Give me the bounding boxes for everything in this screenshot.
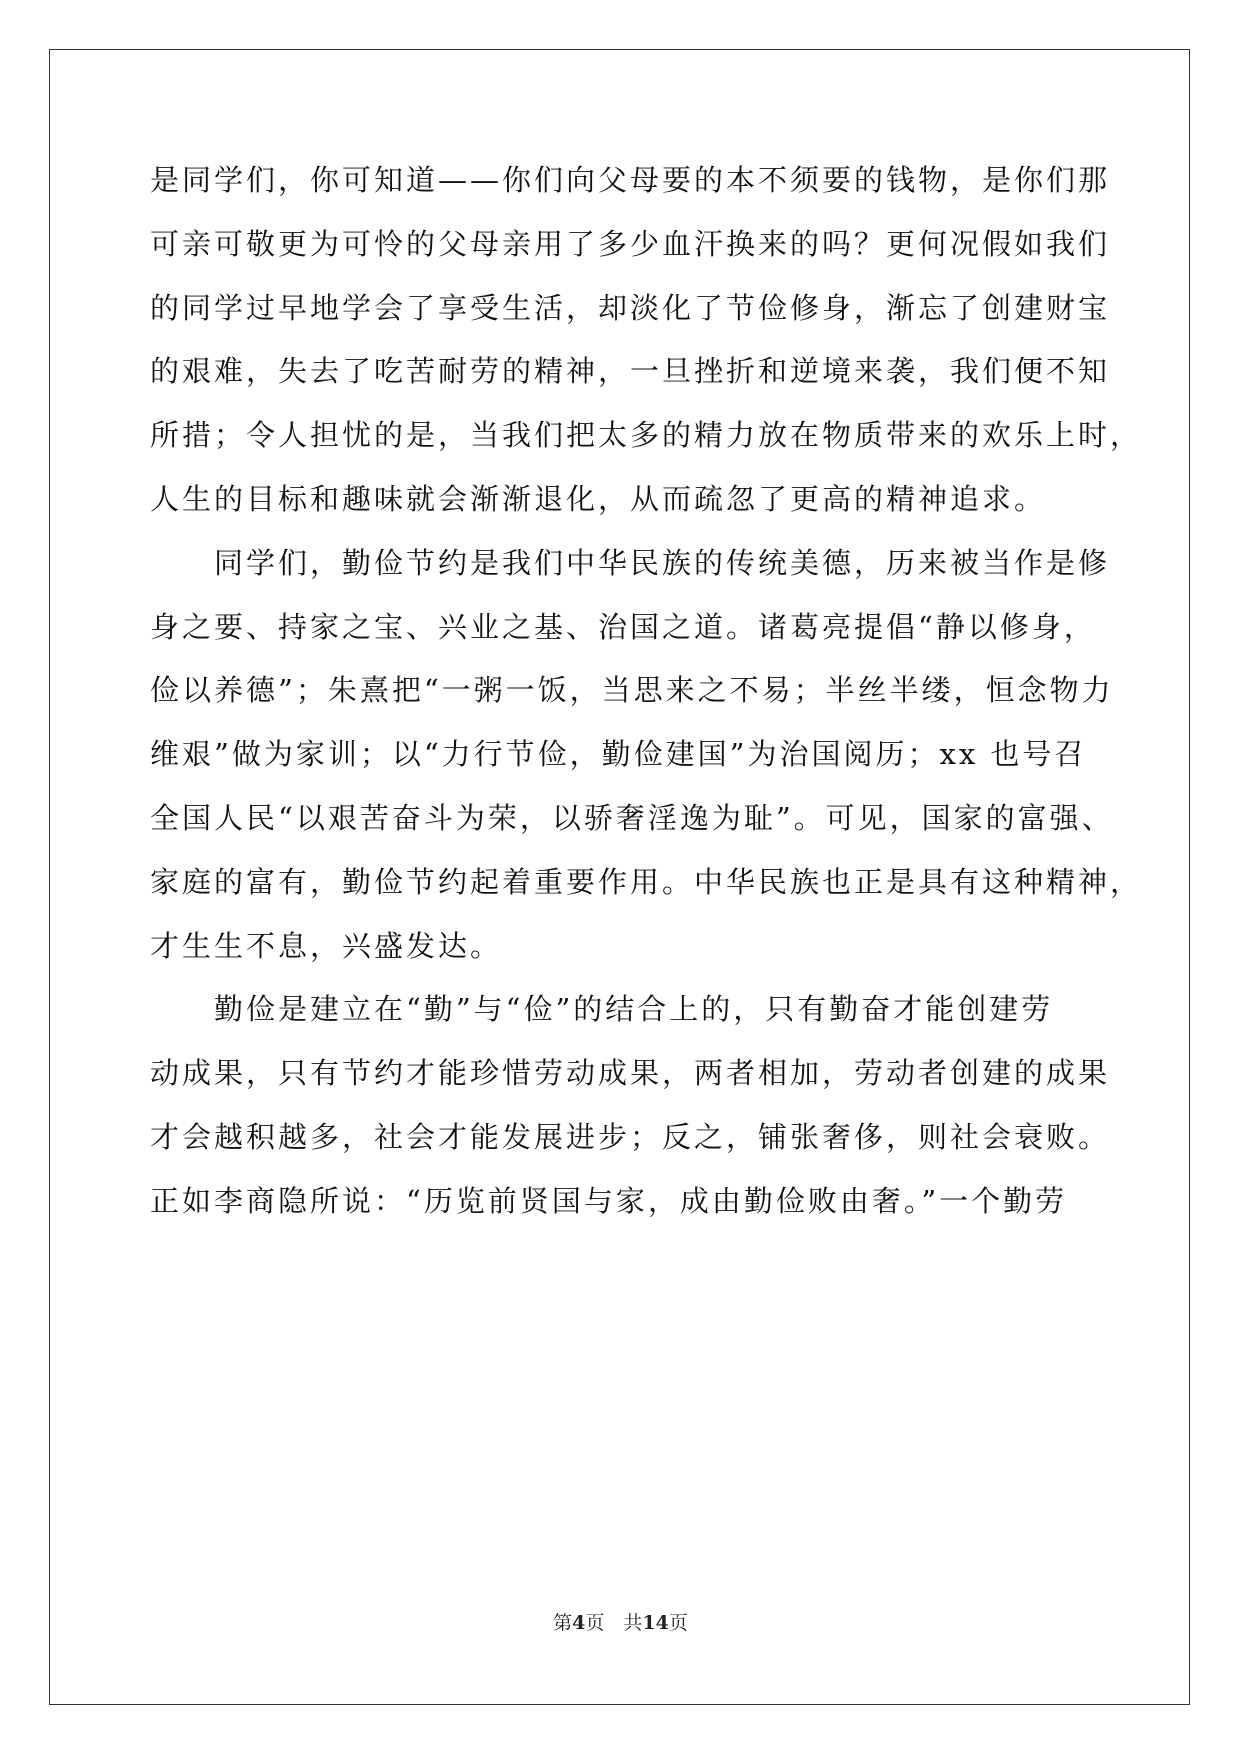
text-line: 才会越积越多，社会才能发展进步；反之，铺张奢侈，则社会衰败。 bbox=[150, 1119, 1111, 1154]
total-pages-number: 14 bbox=[642, 1612, 669, 1634]
text-line: 的同学过早地学会了享受生活，却淡化了节俭修身，渐忘了创建财宝 bbox=[150, 290, 1111, 325]
text-line: 全国人民“以艰苦奋斗为荣，以骄奢淫逸为耻”。可见，国家的富强、 bbox=[150, 800, 1114, 835]
text-line: 是同学们，你可知道——你们向父母要的本不须要的钱物，是你们那 bbox=[150, 163, 1111, 197]
text-line: 俭以养德”；朱熹把“一粥一饭，当思来之不易；半丝半缕，恒念物力 bbox=[150, 673, 1114, 708]
text-line: 人生的目标和趣味就会渐渐退化，从而疏忽了更高的精神追求。 bbox=[150, 481, 1047, 516]
footer-prefix: 第 bbox=[553, 1612, 573, 1634]
text-line: 维艰”做为家训；以“力行节俭，勤俭建国”为治国阅历；xx 也号召 bbox=[150, 737, 1087, 772]
text-line: 同学们，勤俭节约是我们中华民族的传统美德，历来被当作是修 bbox=[214, 545, 1111, 580]
text-line: 所措；令人担忧的是，当我们把太多的精力放在物质带来的欢乐上时， bbox=[150, 418, 1143, 453]
text-line: 身之要、持家之宝、兴业之基、治国之道。诸葛亮提倡“静以修身， bbox=[150, 609, 1096, 644]
text-line: 的艰难，失去了吃苦耐劳的精神，一旦挫折和逆境来袭，我们便不知 bbox=[150, 354, 1111, 389]
page-footer bbox=[0, 1608, 1241, 1635]
text-line: 动成果，只有节约才能珍惜劳动成果，两者相加，劳动者创建的成果 bbox=[150, 1056, 1111, 1091]
text-line: 才生生不息，兴盛发达。 bbox=[150, 928, 503, 963]
current-page-number: 4 bbox=[572, 1612, 586, 1634]
text-line: 可亲可敬更为可怜的父母亲用了多少血汗换来的吗？更何况假如我们 bbox=[150, 226, 1111, 261]
footer-mid: 页 共 bbox=[585, 1612, 643, 1634]
text-line: 勤俭是建立在“勤”与“俭”的结合上的，只有勤奋才能创建劳 bbox=[214, 992, 1054, 1027]
text-line: 正如李商隐所说：“历览前贤国与家，成由勤俭败由奢。”一个勤劳 bbox=[150, 1183, 1068, 1218]
text-line: 家庭的富有，勤俭节约起着重要作用。中华民族也正是具有这种精神， bbox=[150, 864, 1143, 899]
footer-suffix: 页 bbox=[668, 1612, 688, 1634]
body-text bbox=[150, 160, 1143, 1245]
